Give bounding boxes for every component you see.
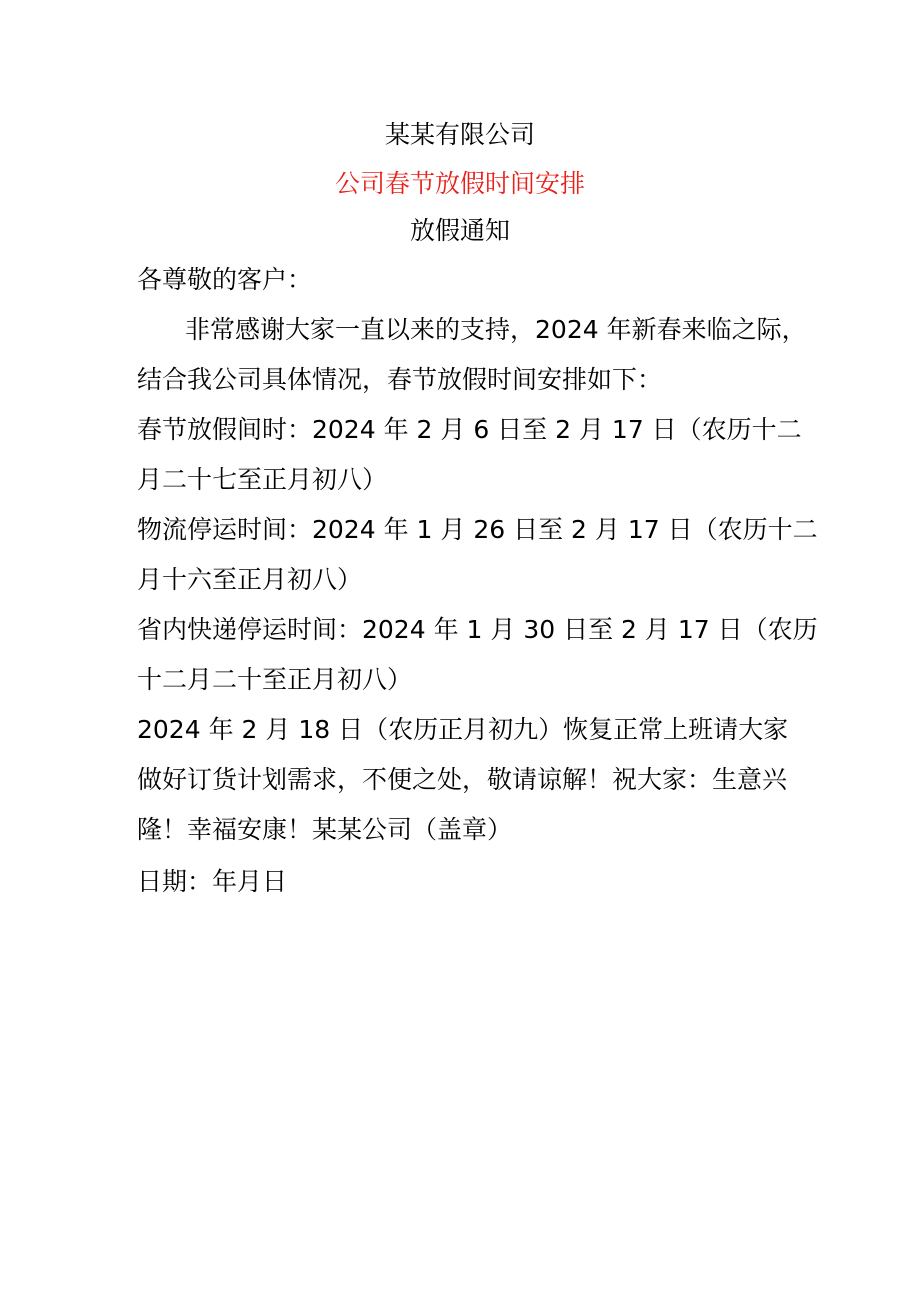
body-line: 春节放假间时：2024 年 2 月 6 日至 2 月 17 日（农历十二 (137, 415, 802, 444)
body-line: 隆！幸福安康！某某公司（盖章） (137, 815, 513, 844)
body-line: 十二月二十至正月初八） (137, 665, 413, 694)
body-line: 月十六至正月初八） (137, 565, 363, 594)
body-line: 省内快递停运时间：2024 年 1 月 30 日至 2 月 17 日（农历 (137, 615, 818, 644)
body-line: 结合我公司具体情况，春节放假时间安排如下： (137, 365, 663, 394)
greeting: 各尊敬的客户： (137, 265, 313, 294)
notice-body (137, 305, 818, 855)
subtitle: 公司春节放假时间安排 (334, 169, 585, 198)
body-line: 做好订货计划需求，不便之处，敬请谅解！祝大家：生意兴 (137, 765, 788, 794)
body-line: 2024 年 2 月 18 日（农历正月初九）恢复正常上班请大家 (137, 715, 789, 744)
body-line: 非常感谢大家一直以来的支持，2024 年新春来临之际， (185, 315, 807, 344)
date-line: 日期：年月日 (137, 867, 288, 896)
notice-title: 放假通知 (409, 216, 510, 245)
company-name: 某某有限公司 (384, 120, 535, 149)
body-line: 物流停运时间：2024 年 1 月 26 日至 2 月 17 日（农历十二 (137, 515, 818, 544)
body-line: 月二十七至正月初八） (137, 465, 388, 494)
